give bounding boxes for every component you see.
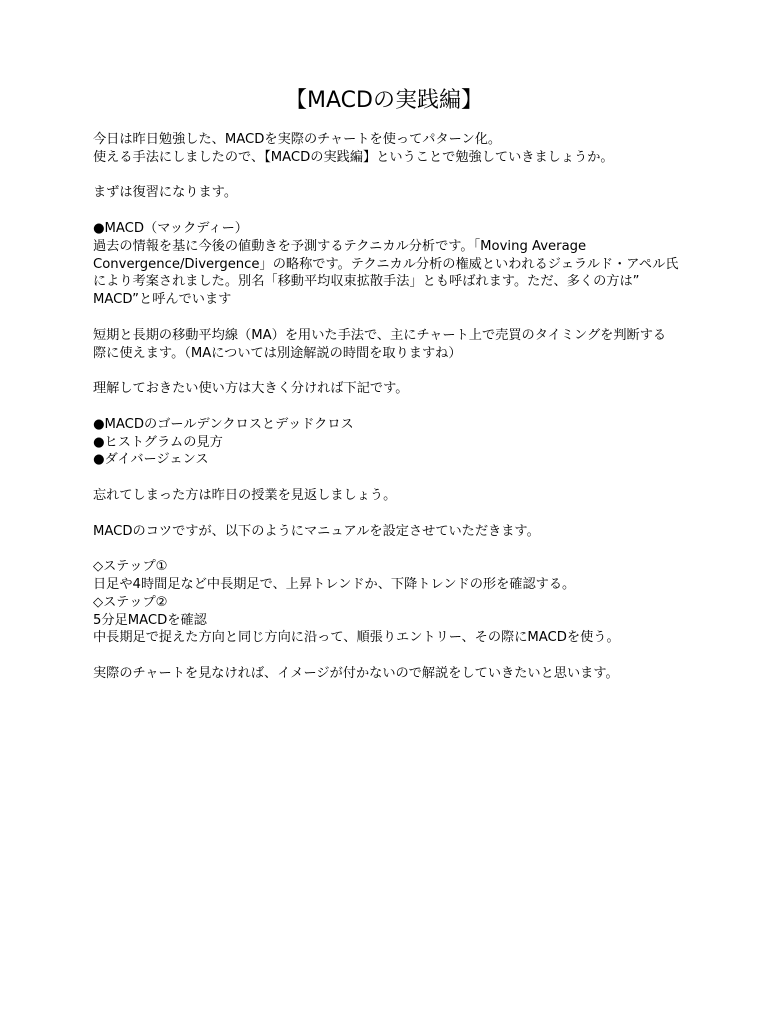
document-title: 【MACDの実践編】 [285,88,483,113]
text-line: ●MACD（マックディー） [93,220,248,236]
blank-line [93,309,703,327]
document-body [93,131,703,683]
blank-line [93,362,703,380]
text-line: ●ヒストグラムの見方 [93,434,223,450]
blank-line [93,202,703,220]
text-line: MACD”と呼んでいます [93,292,232,308]
text-line: 中長期足で捉えた方向と同じ方向に沿って、順張りエントリー、その際にMACDを使う。 [93,630,620,646]
text-line: 今日は昨日勉強した、MACDを実際のチャートを使ってパターン化。 [93,132,502,147]
text-line: 日足や4時間足など中長期足で、上昇トレンドか、下降トレンドの形を確認する。 [93,576,576,592]
blank-line [93,540,703,558]
text-line: ●MACDのゴールデンクロスとデッドクロス [93,416,354,432]
text-line: 実際のチャートを見なければ、イメージが付かないので解説をしていきたいと思います。 [93,665,619,681]
text-line: により考案されました。別名「移動平均収束拡散手法」とも呼ばれます。ただ、多くの方は” [93,274,640,290]
blank-line [93,647,703,665]
text-line: 短期と長期の移動平均線（MA）を用いた手法で、主にチャート上で売買のタイミングを判断する [93,327,667,343]
text-line: 際に使えます。（MAについては別途解説の時間を取りますね） [93,345,462,361]
text-line: ●ダイバージェンス [93,452,209,468]
blank-line [93,398,703,416]
text-line: 忘れてしまった方は昨日の授業を見返しましょう。 [93,487,397,503]
blank-line [93,167,703,185]
text-line: 過去の情報を基に今後の値動きを予測するテクニカル分析です。「Moving Average [93,238,587,254]
blank-line [93,469,703,487]
text-line: 5分足MACDを確認 [93,612,207,628]
text-line: ◇ステップ② [93,594,168,610]
text-line: 使える手法にしましたので、【MACDの実践編】ということで勉強していきましょうか。 [93,149,614,165]
text-line: 理解しておきたい使い方は大きく分ければ下記です。 [93,381,409,397]
blank-line [93,505,703,523]
text-line: Convergence/Divergence」の略称です。テクニカル分析の権威といわれるジェラルド・アペル氏 [93,256,679,272]
text-line: ◇ステップ① [93,559,168,575]
text-line: MACDのコツですが、以下のようにマニュアルを設定させていただきます。 [93,523,540,539]
text-line: まずは復習になります。 [93,185,238,201]
